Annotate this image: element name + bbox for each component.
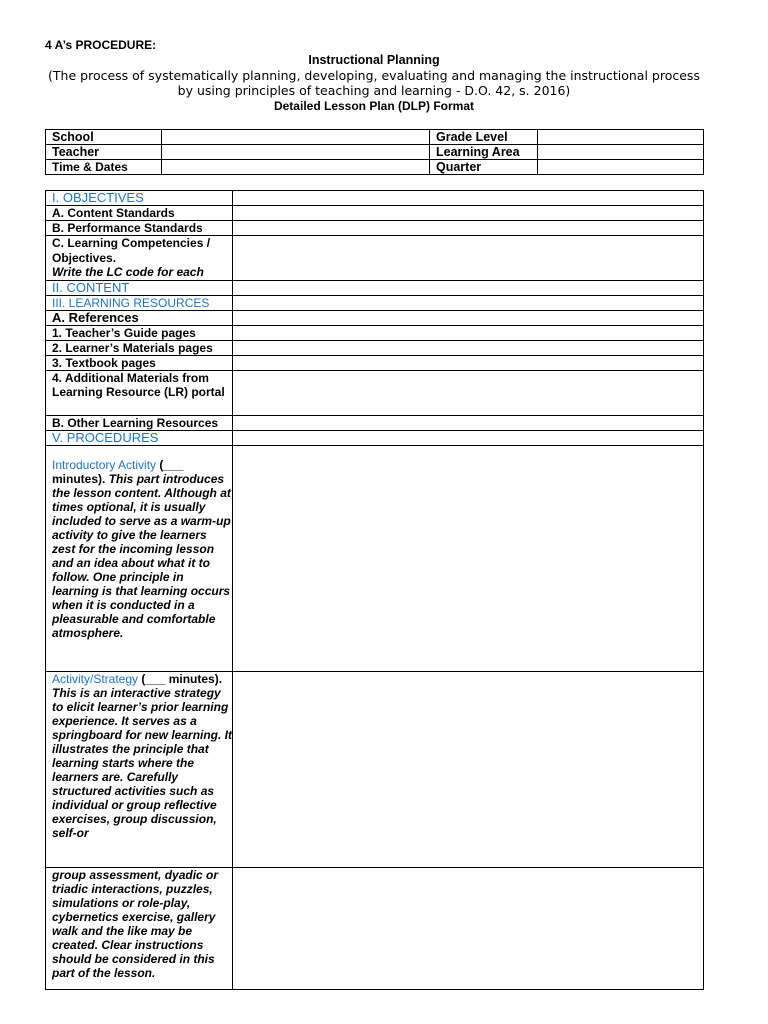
teacher-field[interactable] bbox=[162, 145, 430, 160]
document-title: Instructional Planning bbox=[308, 53, 440, 67]
table-row bbox=[46, 280, 704, 295]
activity-strategy-title: Activity/Strategy bbox=[52, 671, 139, 686]
performance-standards-label: B. Performance Standards bbox=[46, 221, 233, 236]
content-standards-field[interactable] bbox=[233, 206, 704, 221]
activity-strategy-text: This is an interactive strategy to elicit learner’s prior learning experience. It serves as a springboard for new learning. It illustrates the principle that learning starts where the learners are. Carefully structured activities such as individual or group reflective exercises, group discussion, self-or bbox=[52, 685, 233, 840]
objectives-field[interactable] bbox=[233, 191, 704, 206]
activity-strategy-minutes: (___ minutes). bbox=[138, 671, 223, 686]
learners-materials-label: 2. Learner’s Materials pages bbox=[46, 340, 233, 355]
table-row bbox=[46, 415, 704, 430]
teacher-label: Teacher bbox=[46, 145, 162, 160]
school-label: School bbox=[46, 130, 162, 145]
table-row bbox=[46, 340, 704, 355]
quarter-label: Quarter bbox=[430, 160, 538, 175]
learners-materials-field[interactable] bbox=[233, 340, 704, 355]
introductory-activity-cell bbox=[46, 445, 233, 671]
introductory-activity-field[interactable] bbox=[233, 445, 704, 671]
activity-strategy-field[interactable] bbox=[233, 671, 704, 867]
additional-materials-field[interactable] bbox=[233, 370, 704, 415]
school-field[interactable] bbox=[162, 130, 430, 145]
content-field[interactable] bbox=[233, 280, 704, 295]
table-row bbox=[46, 370, 704, 415]
activity-strategy-cell bbox=[46, 671, 233, 867]
quarter-field[interactable] bbox=[538, 160, 704, 175]
procedures-heading: V. PROCEDURES bbox=[52, 429, 159, 445]
introductory-activity-text: This part introduces the lesson content. Although at times optional, it is usually included to serve as a warm-up activity to give the learners zest for the incoming lesson and an idea about what it to follow. One principle in learning is that learning occurs when it is conducted in a pleasurable and comfortable atmosphere. bbox=[52, 471, 231, 640]
table-row bbox=[46, 206, 704, 221]
content-standards-label: A. Content Standards bbox=[46, 206, 233, 221]
lesson-plan-table bbox=[45, 190, 704, 990]
info-table bbox=[45, 129, 704, 175]
introductory-activity-title: Introductory Activity bbox=[52, 457, 157, 472]
learning-resources-heading: III. LEARNING RESOURCES bbox=[52, 295, 210, 310]
table-row bbox=[46, 145, 704, 160]
table-row bbox=[46, 445, 704, 671]
table-row bbox=[46, 221, 704, 236]
teachers-guide-label: 1. Teacher’s Guide pages bbox=[46, 325, 233, 340]
time-dates-label: Time & Dates bbox=[46, 160, 162, 175]
competencies-label: C. Learning Competencies / Objectives. bbox=[52, 236, 211, 265]
other-resources-label: B. Other Learning Resources bbox=[46, 415, 233, 430]
table-row bbox=[46, 130, 704, 145]
competencies-note: Write the LC code for each bbox=[52, 265, 204, 279]
grade-level-field[interactable] bbox=[538, 130, 704, 145]
table-row bbox=[46, 430, 704, 445]
references-label: A. References bbox=[46, 310, 233, 325]
table-row bbox=[46, 671, 704, 867]
learning-area-label: Learning Area bbox=[430, 145, 538, 160]
introductory-activity-minutes: (___ minutes). bbox=[52, 457, 184, 486]
teachers-guide-field[interactable] bbox=[233, 325, 704, 340]
page-heading: 4 A’s PROCEDURE: bbox=[45, 38, 157, 52]
procedures-field[interactable] bbox=[233, 430, 704, 445]
table-row bbox=[46, 295, 704, 310]
other-resources-field[interactable] bbox=[233, 415, 704, 430]
table-row bbox=[46, 867, 704, 989]
additional-materials-label: 4. Additional Materials from Learning Resource (LR) portal bbox=[46, 370, 233, 415]
table-row bbox=[46, 191, 704, 206]
activity-strategy-continued-field[interactable] bbox=[233, 867, 704, 989]
learning-area-field[interactable] bbox=[538, 145, 704, 160]
competencies-field[interactable] bbox=[233, 236, 704, 281]
content-heading: II. CONTENT bbox=[52, 279, 130, 295]
textbook-field[interactable] bbox=[233, 355, 704, 370]
textbook-label: 3. Textbook pages bbox=[46, 355, 233, 370]
activity-strategy-continued: group assessment, dyadic or triadic interactions, puzzles, simulations or role-play, cybernetics exercise, gallery walk and the like may be created. Clear instructions should be considered in this part of the lesson. bbox=[46, 867, 233, 989]
time-dates-field[interactable] bbox=[162, 160, 430, 175]
performance-standards-field[interactable] bbox=[233, 221, 704, 236]
learning-resources-field[interactable] bbox=[233, 295, 704, 310]
grade-level-label: Grade Level bbox=[430, 130, 538, 145]
document-subtitle: (The process of systematically planning, developing, evaluating and managing the instructional process by using principles of teaching and learning - D.O. 42, s. 2016) bbox=[48, 68, 700, 98]
references-field[interactable] bbox=[233, 310, 704, 325]
table-row bbox=[46, 310, 704, 325]
format-title: Detailed Lesson Plan (DLP) Format bbox=[273, 99, 475, 113]
table-row bbox=[46, 325, 704, 340]
table-row bbox=[46, 355, 704, 370]
objectives-heading: I. OBJECTIVES bbox=[52, 190, 144, 205]
table-row bbox=[46, 236, 704, 281]
table-row bbox=[46, 160, 704, 175]
